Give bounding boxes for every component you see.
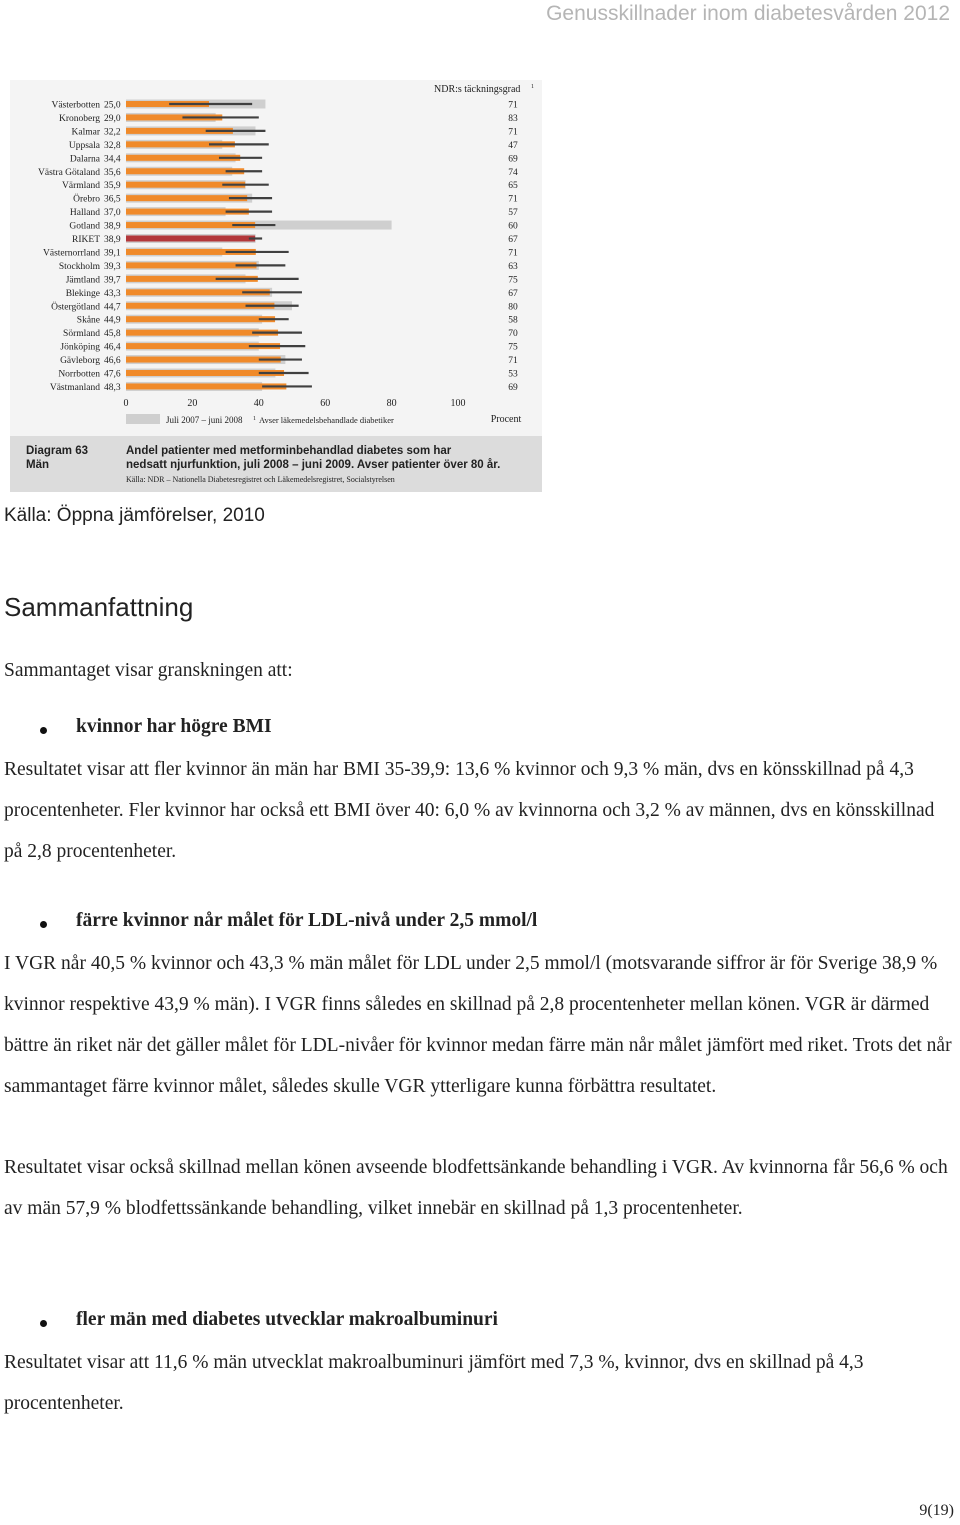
value-label: 35,6 [104, 167, 121, 178]
category-label: Dalarna [69, 154, 100, 165]
coverage-value: 67 [508, 288, 518, 299]
coverage-value: 60 [508, 221, 518, 232]
caption-source: Källa: NDR – Nationella Diabetesregistret och Läkemedelsregistret, Socialstyrelsen [126, 475, 395, 484]
summary-intro: Sammantaget visar granskningen att: [4, 660, 293, 681]
bullet-dot [40, 921, 47, 928]
coverage-value: 69 [508, 382, 518, 393]
coverage-value: 71 [508, 100, 518, 111]
coverage-value: 74 [508, 167, 518, 178]
category-label: Gotland [69, 221, 100, 232]
diagram-sublabel: Män [26, 459, 49, 471]
x-tick-label: 100 [450, 398, 466, 409]
caption-line-2: nedsatt njurfunktion, juli 2008 – juni 2009. Avser patienter över 80 år. [126, 459, 501, 471]
value-label: 44,7 [104, 302, 121, 313]
bullet-title: fler män med diabetes utvecklar makroalbuminuri [76, 1309, 498, 1330]
x-tick-label: 40 [253, 398, 264, 409]
paragraph-lipid-treatment: Resultatet visar också skillnad mellan könen avseende blodfettsänkande behandling i VGR. Av kvinnorna får 56,6 % och av män 57,9 % blodfettssänkande behandling, vilket innebär en skillnad på 1,3 procentenheter. [4, 1157, 948, 1219]
value-label: 47,6 [104, 369, 121, 380]
paragraph-bmi: Resultatet visar att fler kvinnor än män har BMI 35-39,9: 13,6 % kvinnor och 9,3 % män, dvs en könsskillnad på 4,3 procentenheter. Fler kvinnor har också ett BMI över 40: 6,0 % av kvinnorna och 3,2 % av männen, dvs en könsskillnad på 2,8 procentenheter. [4, 759, 935, 862]
category-label: Uppsala [68, 140, 100, 151]
value-label: 37,0 [104, 208, 121, 219]
legend-swatch [126, 414, 160, 424]
bullet-dot [40, 1320, 47, 1327]
diagram-label: Diagram 63 [26, 445, 89, 457]
category-label: Stockholm [58, 261, 100, 272]
value-label: 48,3 [104, 382, 121, 393]
bar-chart [10, 80, 542, 492]
x-tick-label: 60 [320, 398, 331, 409]
coverage-value: 65 [508, 181, 518, 192]
category-label: Kronoberg [59, 113, 100, 124]
coverage-value: 71 [508, 356, 518, 367]
value-label: 43,3 [104, 288, 121, 299]
value-bar [126, 236, 255, 242]
category-label: RIKET [72, 235, 100, 245]
value-label: 38,9 [104, 235, 121, 245]
category-label: Sörmland [63, 329, 100, 340]
value-bar [126, 357, 281, 363]
x-tick-label: 80 [386, 398, 397, 409]
category-label: Västmanland [49, 382, 100, 393]
category-label: Västra Götaland [38, 167, 100, 178]
value-label: 25,0 [104, 100, 121, 111]
coverage-value: 47 [508, 140, 518, 151]
value-label: 46,6 [104, 356, 121, 367]
category-label: Halland [69, 208, 100, 219]
x-tick-label: 0 [123, 398, 129, 409]
document-header-title: Genusskillnader inom diabetesvården 2012 [546, 2, 950, 25]
coverage-value: 70 [508, 329, 518, 340]
coverage-value: 57 [508, 208, 518, 219]
coverage-header: NDR:s täckningsgrad [434, 84, 521, 95]
paragraph-ldl: I VGR når 40,5 % kvinnor och 43,3 % män målet för LDL under 2,5 mmol/l (motsvarande siffror är för Sverige 38,9 % kvinnor respektive 43,9 % män). I VGR finns således en skillnad på 2,8 procentenheter mellan könen. VGR är därmed bättre än riket när det gäller målet för LDL-nivåer för kvinnor medan färre män når målet jämfört med riket. Trots det når sammantaget färre kvinnor målet, således skulle VGR ytterligare kunna förbättra resultatet. [4, 953, 952, 1097]
category-label: Norrbotten [58, 369, 100, 380]
coverage-value: 75 [508, 275, 518, 286]
category-label: Jämtland [65, 275, 100, 286]
category-label: Östergötland [51, 302, 100, 313]
bullet-title: färre kvinnor når målet för LDL-nivå under 2,5 mmol/l [76, 910, 538, 931]
coverage-value: 80 [508, 302, 518, 313]
value-label: 35,9 [104, 181, 121, 192]
value-label: 39,3 [104, 261, 121, 272]
coverage-value: 83 [508, 113, 518, 124]
source-caption: Källa: Öppna jämförelser, 2010 [4, 505, 265, 526]
coverage-value: 63 [508, 261, 518, 272]
bullet-title: kvinnor har högre BMI [76, 716, 272, 737]
category-label: Västernorrland [43, 248, 100, 259]
value-label: 32,8 [104, 140, 121, 151]
value-label: 36,5 [104, 194, 121, 205]
value-label: 29,0 [104, 113, 121, 124]
x-tick-label: 20 [187, 398, 198, 409]
category-label: Västerbotten [51, 100, 100, 111]
category-label: Skåne [76, 315, 100, 326]
legend-label: Juli 2007 – juni 2008 [166, 415, 243, 425]
category-label: Kalmar [71, 127, 100, 138]
x-axis-unit: Procent [490, 414, 522, 425]
category-label: Blekinge [65, 288, 100, 299]
value-label: 44,9 [104, 315, 121, 326]
coverage-value: 71 [508, 194, 518, 205]
category-label: Jönköping [60, 342, 100, 353]
value-label: 46,4 [104, 342, 121, 353]
category-label: Örebro [73, 194, 100, 205]
coverage-value: 75 [508, 342, 518, 353]
legend-footnote: Avser läkemedelsbehandlade diabetiker [259, 415, 394, 425]
value-label: 45,8 [104, 329, 121, 340]
value-label: 38,9 [104, 221, 121, 232]
coverage-header-footnote-mark: 1 [531, 84, 534, 90]
value-label: 39,7 [104, 275, 121, 286]
value-label: 34,4 [104, 154, 121, 165]
coverage-value: 58 [508, 315, 518, 326]
coverage-value: 67 [508, 235, 518, 245]
coverage-value: 71 [508, 248, 518, 259]
category-label: Värmland [62, 181, 100, 192]
section-heading: Sammanfattning [4, 592, 194, 622]
legend-footnote-mark: 1 [253, 416, 256, 422]
paragraph-makroalbuminuri: Resultatet visar att 11,6 % män utvecklat makroalbuminuri jämfört med 7,3 %, kvinnor, dvs en skillnad på 4,3 procentenheter. [4, 1352, 864, 1414]
bullet-dot [40, 727, 47, 734]
value-bar [126, 316, 275, 322]
diagram-figure [10, 80, 542, 492]
category-label: Gävleborg [60, 356, 100, 367]
caption-line-1: Andel patienter med metforminbehandlad diabetes som har [126, 445, 452, 457]
coverage-value: 69 [508, 154, 518, 165]
value-label: 32,2 [104, 127, 121, 138]
coverage-value: 71 [508, 127, 518, 138]
coverage-value: 53 [508, 369, 518, 380]
page-number: 9(19) [919, 1502, 954, 1519]
value-label: 39,1 [104, 248, 121, 259]
